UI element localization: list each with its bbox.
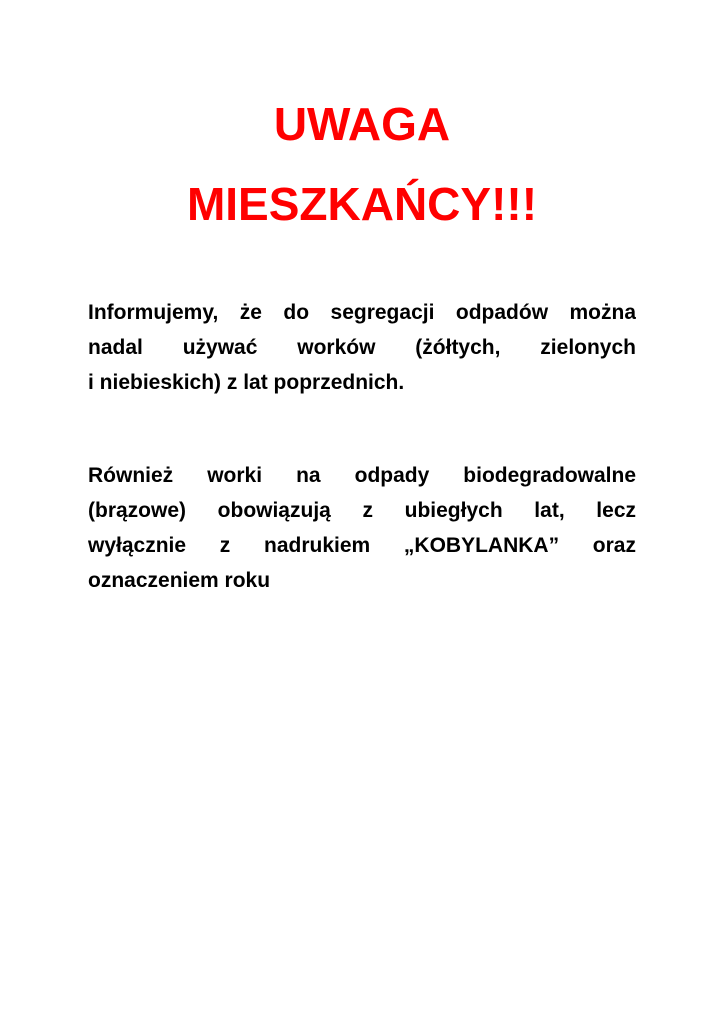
notice-title-line1: UWAGA — [273, 98, 451, 150]
paragraph-2-line: (brązowe) obowiązują z ubiegłych lat, lecz — [88, 499, 636, 522]
paragraph-2-line: Również worki na odpady biodegradowalne — [88, 464, 636, 487]
paragraph-1-line: nadal używać worków (żółtych, zielonych — [88, 336, 636, 359]
paragraph-1-line: Informujemy, że do segregacji odpadów można — [88, 301, 636, 324]
notice-paragraph-1 — [88, 295, 636, 400]
notice-title-line2: MIESZKAŃCY!!! — [186, 178, 538, 230]
paragraph-1-line: i niebieskich) z lat poprzednich. — [88, 371, 405, 394]
notice-paragraph-2 — [88, 458, 636, 598]
paragraph-2-line: oznaczeniem roku — [88, 569, 271, 592]
paragraph-2-line: wyłącznie z nadrukiem „KOBYLANKA” oraz — [88, 534, 636, 557]
